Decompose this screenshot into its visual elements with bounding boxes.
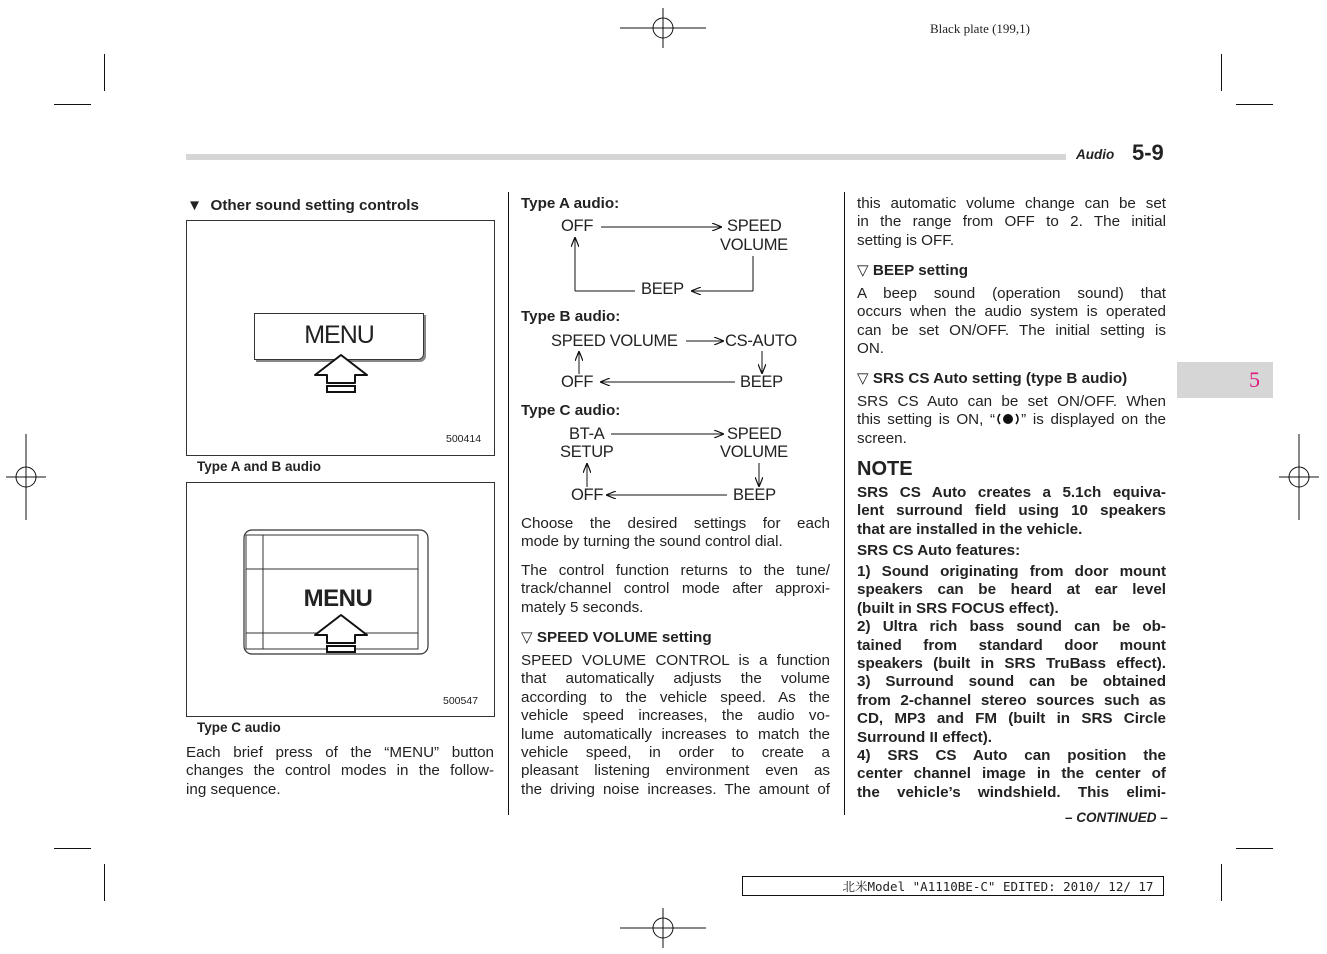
figure-caption: Type C audio [197, 720, 281, 735]
type-b-label: Type B audio: [521, 308, 621, 325]
paragraph-choose-settings: Choose the desired settings for each mode by turning the sound control dial. [521, 515, 830, 551]
registration-mark-left [6, 434, 46, 520]
type-a-label: Type A audio: [521, 195, 620, 212]
type-c-label: Type C audio: [521, 402, 621, 419]
figure-menu-type-ab [186, 220, 495, 456]
paragraph-control-returns: The control function returns to the tune/ track/channel control mode after approxi- mately 5 seconds. [521, 562, 830, 616]
crop-mark [104, 54, 105, 91]
speed-volume-heading: ▽ SPEED VOLUME setting [521, 629, 712, 646]
paragraph-menu-sequence: Each brief press of the “MENU” button changes the control modes in the follow- ing sequence. [186, 744, 494, 798]
flow-item: OFF [561, 373, 594, 391]
registration-mark-bottom [620, 908, 706, 948]
flow-item: BEEP [733, 486, 776, 504]
column-divider [508, 192, 509, 815]
flow-item: OFF [571, 486, 604, 504]
registration-mark-top [620, 8, 706, 48]
flow-item: SPEED [727, 425, 782, 443]
flow-item: OFF [561, 217, 594, 235]
flow-item: VOLUME [720, 236, 788, 254]
plate-label: Black plate (199,1) [930, 21, 1030, 36]
triangle-outline-icon: ▽ [521, 629, 533, 646]
figure-menu-type-c [186, 482, 495, 717]
chapter-number: 5 [1249, 367, 1260, 392]
crop-mark [1236, 848, 1273, 849]
figure-number: 500414 [446, 433, 482, 445]
note-body: SRS CS Auto creates a 5.1ch equiva- lent surround field using 10 speakers that are installed in the vehicle. [857, 484, 1166, 538]
registration-mark-right [1279, 434, 1319, 520]
arrow-up-icon [313, 613, 369, 657]
paragraph-srs: SRS CS Auto can be set ON/OFF. When this setting is ON, “ ” is displayed on the screen. [857, 393, 1166, 447]
arrow-up-icon [313, 353, 369, 395]
features-list: 1) Sound originating from door mount speakers can be heard at ear level (built in SRS FOCUS effect). 2) Ultra rich bass sound can be ob- tained from standard door mount speakers (built in SRS TruBass effect). 3) Surround sound can be obtained from 2-channel stereo sources such as CD, MP3 and FM (built in SRS Circle Surround II effect). 4) SRS CS Auto can position the center channel image in the center of the vehicle’s windshield. This elimi- [857, 563, 1166, 801]
crop-mark [104, 864, 105, 901]
menu-button-label: MENU [304, 321, 374, 349]
crop-mark [1221, 54, 1222, 91]
flow-item: SPEED VOLUME [551, 332, 678, 350]
menu-button-label: MENU [303, 585, 373, 612]
triangle-outline-icon: ▽ [857, 262, 869, 279]
crop-mark [54, 104, 91, 105]
flow-item: SETUP [560, 443, 614, 461]
flow-item: CS-AUTO [725, 332, 797, 350]
paragraph-speed-volume: SPEED VOLUME CONTROL is a function that automatically adjusts the volume according to the vehicle speed. As the vehicle speed increases, the audio vo- lume automatically increases to match the vehicle speed, in order to create a pleasant listening environment even as the driving noise increases. The amount of [521, 652, 830, 798]
triangle-down-icon: ▼ [187, 197, 203, 214]
column-divider [844, 192, 845, 815]
edit-stamp: 北米Model "A1110BE-C" EDITED: 2010/ 12/ 17 [742, 876, 1164, 896]
note-title: NOTE [857, 458, 913, 480]
triangle-outline-icon: ▽ [857, 370, 869, 387]
srs-cs-auto-icon [995, 412, 1021, 426]
crop-mark [54, 848, 91, 849]
beep-heading: ▽ BEEP setting [857, 262, 969, 279]
continued-label: – CONTINUED – [1065, 810, 1168, 825]
section-heading: ▼ Other sound setting controls [187, 197, 419, 214]
section-title: Audio [1076, 147, 1115, 162]
chapter-tab [1177, 362, 1273, 398]
crop-mark [1236, 104, 1273, 105]
header-rule [186, 154, 1166, 160]
figure-caption: Type A and B audio [197, 459, 322, 474]
crop-mark [1221, 864, 1222, 901]
flow-item: VOLUME [720, 443, 788, 461]
flow-item: BEEP [740, 373, 783, 391]
features-title: SRS CS Auto features: [857, 542, 1021, 559]
paragraph-volume-continued: this automatic volume change can be set in the range from OFF to 2. The initial setting is OFF. [857, 195, 1166, 249]
paragraph-beep: A beep sound (operation sound) that occurs when the audio system is operated can be set ON/OFF. The initial setting is ON. [857, 285, 1166, 358]
flow-item: SPEED [727, 217, 782, 235]
page-number: 5-9 [1132, 140, 1164, 165]
figure-number: 500547 [443, 695, 479, 707]
srs-heading: ▽ SRS CS Auto setting (type B audio) [857, 370, 1128, 387]
flow-item: BT-A [569, 425, 605, 443]
flow-item: BEEP [641, 280, 684, 298]
